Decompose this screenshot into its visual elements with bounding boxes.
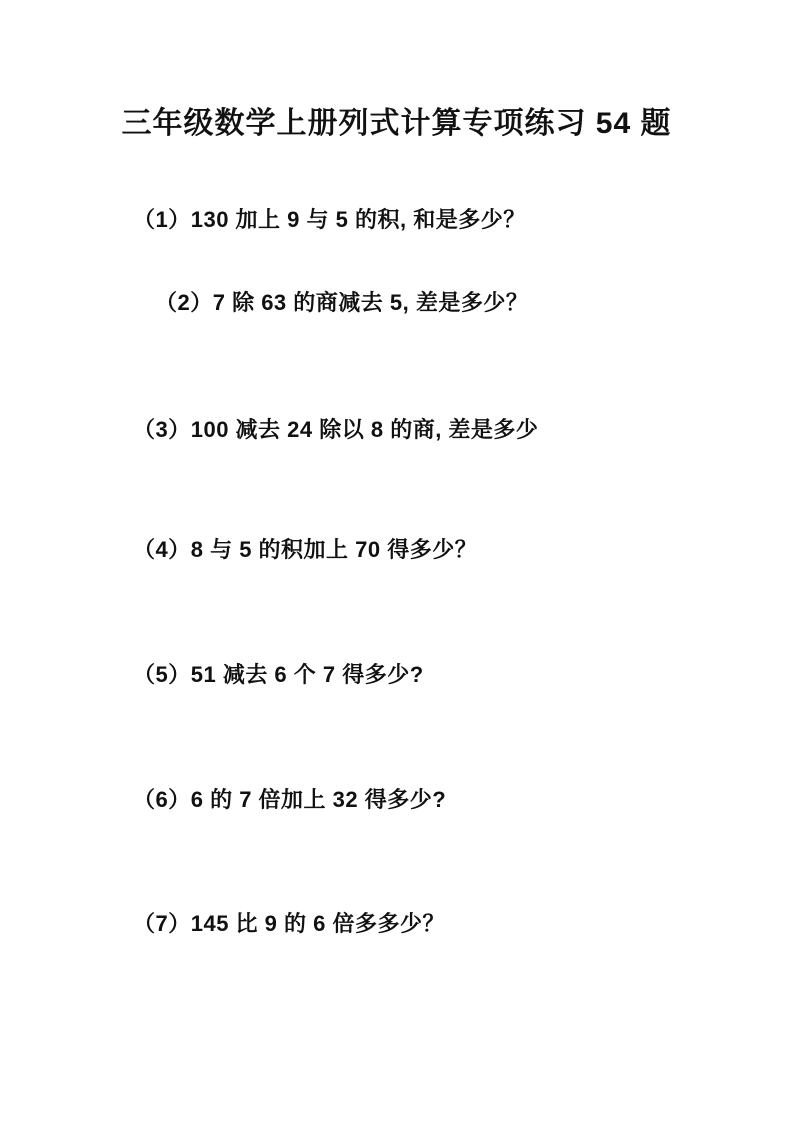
question-7: （7）145 比 9 的 6 倍多多少？ [133,911,445,936]
question-5: （5）51 减去 6 个 7 得多少? [133,662,424,687]
page-title: 三年级数学上册列式计算专项练习 54 题 [121,107,672,140]
question-4: （4）8 与 5 的积加上 70 得多少？ [133,537,478,562]
question-3: （3）100 减去 24 除以 8 的商, 差是多少 [133,417,539,442]
question-2: （2）7 除 63 的商减去 5, 差是多少？ [155,290,529,315]
question-1: （1）130 加上 9 与 5 的积, 和是多少？ [133,207,526,232]
question-6: （6）6 的 7 倍加上 32 得多少? [133,787,447,812]
